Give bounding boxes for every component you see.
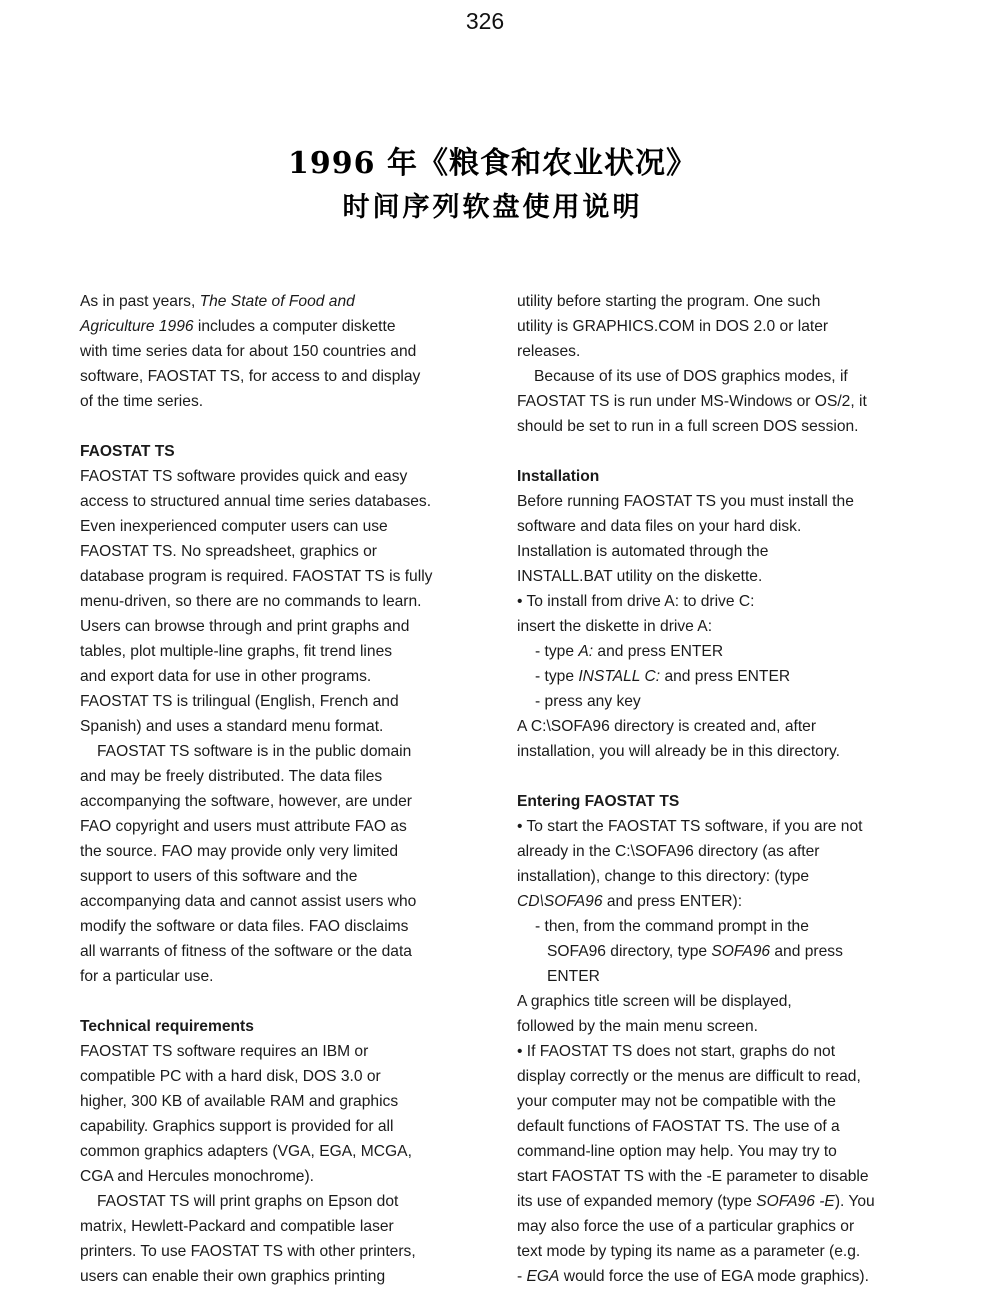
text-line [80, 492, 431, 512]
text-line [80, 1117, 393, 1137]
text-line [97, 1192, 398, 1212]
text-segment: As in past years, [80, 293, 200, 310]
text-line [535, 667, 790, 687]
text-line [80, 1217, 394, 1237]
text-line [80, 1167, 314, 1187]
text-line [517, 867, 809, 887]
text-segment: may also force the use of a particular graphics or [517, 1218, 855, 1235]
text-line [517, 517, 801, 537]
text-line [80, 692, 399, 712]
italic-text: SOFA96 [711, 943, 771, 960]
text-segment: default functions of FAOSTAT TS. The use of a [517, 1118, 840, 1135]
text-segment: - type [535, 643, 579, 660]
text-line [80, 667, 371, 687]
text-line [80, 792, 412, 812]
text-segment: utility is GRAPHICS.COM in DOS 2.0 or later [517, 318, 829, 335]
text-line [517, 292, 820, 312]
text-segment: database program is required. FAOSTAT TS is fully [80, 568, 433, 585]
italic-text: EGA [526, 1268, 560, 1285]
text-segment: menu-driven, so there are no commands to learn. [80, 593, 422, 610]
text-line [517, 742, 840, 762]
text-line [517, 1192, 875, 1212]
text-line [517, 1117, 840, 1137]
text-segment: access to structured annual time series databases. [80, 493, 432, 510]
text-line [517, 1167, 869, 1187]
text-segment: ). You [834, 1193, 875, 1210]
text-line [517, 842, 819, 862]
text-line [80, 942, 412, 962]
text-segment: insert the diskette in drive A: [517, 618, 713, 635]
text-segment: common graphics adapters (VGA, EGA, MCGA, [80, 1143, 412, 1160]
title-line-2: 时间序列软盘使用说明 [342, 192, 643, 223]
text-segment: A graphics title screen will be displayed, [517, 993, 792, 1010]
text-segment: FAOSTAT TS. No spreadsheet, graphics or [80, 543, 377, 560]
text-segment: software and data files on your hard disk. [517, 518, 802, 535]
text-segment: higher, 300 KB of available RAM and graphics [80, 1093, 399, 1110]
text-line [80, 817, 407, 837]
text-line [80, 392, 203, 412]
text-segment: with time series data for about 150 countries and [80, 343, 417, 360]
text-segment: FAOSTAT TS software is in the public domain [97, 743, 412, 760]
text-segment: all warrants of fitness of the software or the data [80, 943, 412, 960]
text-segment: releases. [517, 343, 581, 360]
text-segment: and press ENTER): [602, 893, 743, 910]
text-line [517, 1267, 869, 1287]
text-segment: Because of its use of DOS graphics modes, if [534, 368, 848, 385]
text-segment: your computer may not be compatible with the [517, 1093, 836, 1110]
text-segment: FAOSTAT TS will print graphs on Epson dot [97, 1193, 399, 1210]
text-segment: INSTALL.BAT utility on the diskette. [517, 568, 763, 585]
text-segment: and export data for use in other programs. [80, 668, 372, 685]
text-line [517, 892, 742, 912]
text-segment: modify the software or data files. FAO disclaims [80, 918, 409, 935]
text-line [80, 617, 409, 637]
text-line [517, 1092, 836, 1112]
text-segment: FAOSTAT TS is trilingual (English, French and [80, 693, 399, 710]
text-segment: and may be freely distributed. The data files [80, 768, 383, 785]
text-segment: software, FAOSTAT TS, for access to and display [80, 368, 421, 385]
text-line [517, 1217, 854, 1237]
text-line [97, 742, 411, 762]
text-segment: its use of expanded memory (type [517, 1193, 757, 1210]
text-segment: • If FAOSTAT TS does not start, graphs do not [517, 1043, 836, 1060]
text-line [534, 367, 848, 387]
text-segment: compatible PC with a hard disk, DOS 3.0 or [80, 1068, 381, 1085]
text-segment: FAOSTAT TS software requires an IBM or [80, 1043, 369, 1060]
text-segment: and press ENTER [660, 668, 791, 685]
text-line [80, 542, 377, 562]
text-segment: followed by the main menu screen. [517, 1018, 758, 1035]
text-segment: FAO copyright and users must attribute FAO as [80, 818, 407, 835]
text-segment: installation), change to this directory: (type [517, 868, 810, 885]
text-line [80, 292, 355, 312]
text-line [80, 367, 420, 387]
text-segment: the source. FAO may provide only very limited [80, 843, 399, 860]
text-segment: ENTER [547, 968, 600, 985]
text-segment: Installation is automated through the [517, 543, 769, 560]
text-segment: text mode by typing its name as a parameter (e.g. [517, 1243, 861, 1260]
text-line [80, 867, 357, 887]
text-segment: Even inexperienced computer users can use [80, 518, 388, 535]
text-segment: CGA and Hercules monochrome). [80, 1168, 315, 1185]
text-line [517, 317, 828, 337]
italic-text: INSTALL C: [578, 668, 661, 685]
text-line [517, 542, 768, 562]
text-line [80, 317, 396, 337]
text-segment: accompanying data and cannot assist users who [80, 893, 417, 910]
text-line [517, 992, 792, 1012]
page-number: 326 [465, 8, 505, 34]
text-segment: start FAOSTAT TS with the -E parameter to disable [517, 1168, 869, 1185]
text-segment: and press [770, 943, 843, 960]
text-line [535, 692, 641, 712]
text-segment: support to users of this software and the [80, 868, 358, 885]
text-line [517, 342, 580, 362]
text-line [80, 592, 422, 612]
text-line [80, 1042, 368, 1062]
text-line [517, 717, 816, 737]
text-line [80, 1092, 398, 1112]
text-line [80, 467, 407, 487]
text-segment: already in the C:\SOFA96 directory (as after [517, 843, 820, 860]
section-heading: Technical requirements [80, 1018, 254, 1035]
text-segment: tables, plot multiple-line graphs, fit trend lines [80, 643, 393, 660]
text-line [80, 1242, 416, 1262]
text-segment: would force the use of EGA mode graphics). [559, 1268, 869, 1285]
text-segment: of the time series. [80, 393, 204, 410]
text-segment: A C:\SOFA96 directory is created and, after [517, 718, 817, 735]
text-segment: capability. Graphics support is provided for all [80, 1118, 394, 1135]
text-line [517, 492, 854, 512]
text-line [80, 917, 408, 937]
text-segment: - press any key [535, 693, 641, 710]
text-line [80, 1267, 385, 1287]
italic-text: A: [578, 643, 594, 660]
text-segment: installation, you will already be in this directory. [517, 743, 840, 760]
italic-text: Agriculture 1996 [80, 318, 194, 335]
text-line [80, 767, 382, 787]
text-segment: Before running FAOSTAT TS you must install the [517, 493, 854, 510]
text-segment: FAOSTAT TS is run under MS-Windows or OS/2, it [517, 393, 867, 410]
italic-text: SOFA96 -E [756, 1193, 835, 1210]
text-line [517, 1242, 860, 1262]
text-segment: command-line option may help. You may try to [517, 1143, 837, 1160]
text-line [535, 642, 723, 662]
text-segment: • To install from drive A: to drive C: [517, 593, 755, 610]
text-line [80, 567, 432, 587]
text-line [517, 392, 867, 412]
text-line [517, 617, 712, 637]
italic-text: The State of Food and [199, 293, 355, 310]
text-segment: includes a computer diskette [193, 318, 396, 335]
text-line [80, 1067, 381, 1087]
text-segment: - [517, 1268, 527, 1285]
text-line [517, 417, 859, 437]
text-segment: FAOSTAT TS software provides quick and easy [80, 468, 408, 485]
italic-text: CD\SOFA96 [517, 893, 603, 910]
section-heading: Installation [517, 468, 600, 485]
text-line [80, 842, 398, 862]
text-line [517, 1017, 758, 1037]
text-line [80, 642, 392, 662]
text-line [517, 1067, 861, 1087]
text-line [80, 517, 388, 537]
text-line [80, 892, 416, 912]
text-line [547, 967, 600, 987]
text-line [80, 967, 213, 987]
text-segment: for a particular use. [80, 968, 214, 985]
text-segment: - type [535, 668, 579, 685]
text-segment: accompanying the software, however, are under [80, 793, 412, 810]
section-heading: FAOSTAT TS [80, 443, 175, 460]
text-segment: display correctly or the menus are difficult to read, [517, 1068, 861, 1085]
text-segment: SOFA96 directory, type [547, 943, 712, 960]
text-segment: printers. To use FAOSTAT TS with other printers, [80, 1243, 416, 1260]
text-line [80, 1142, 412, 1162]
text-segment: Spanish) and uses a standard menu format. [80, 718, 384, 735]
text-line [535, 917, 809, 937]
text-line [547, 942, 843, 962]
text-segment: and press ENTER [593, 643, 724, 660]
text-segment: users can enable their own graphics printing [80, 1268, 386, 1285]
text-segment: matrix, Hewlett-Packard and compatible laser [80, 1218, 394, 1235]
text-segment: • To start the FAOSTAT TS software, if you are not [517, 818, 863, 835]
text-segment: should be set to run in a full screen DOS session. [517, 418, 859, 435]
text-line [80, 717, 383, 737]
text-line [517, 592, 754, 612]
text-line [517, 1042, 835, 1062]
title-line-1: 1996 年《粮食和农业状况》 [288, 146, 697, 181]
text-line [517, 567, 762, 587]
text-segment: utility before starting the program. One such [517, 293, 821, 310]
text-segment: Users can browse through and print graphs and [80, 618, 410, 635]
text-line [80, 342, 416, 362]
text-line [517, 817, 863, 837]
text-line [517, 1142, 837, 1162]
section-heading: Entering FAOSTAT TS [517, 793, 680, 810]
text-segment: - then, from the command prompt in the [535, 918, 809, 935]
